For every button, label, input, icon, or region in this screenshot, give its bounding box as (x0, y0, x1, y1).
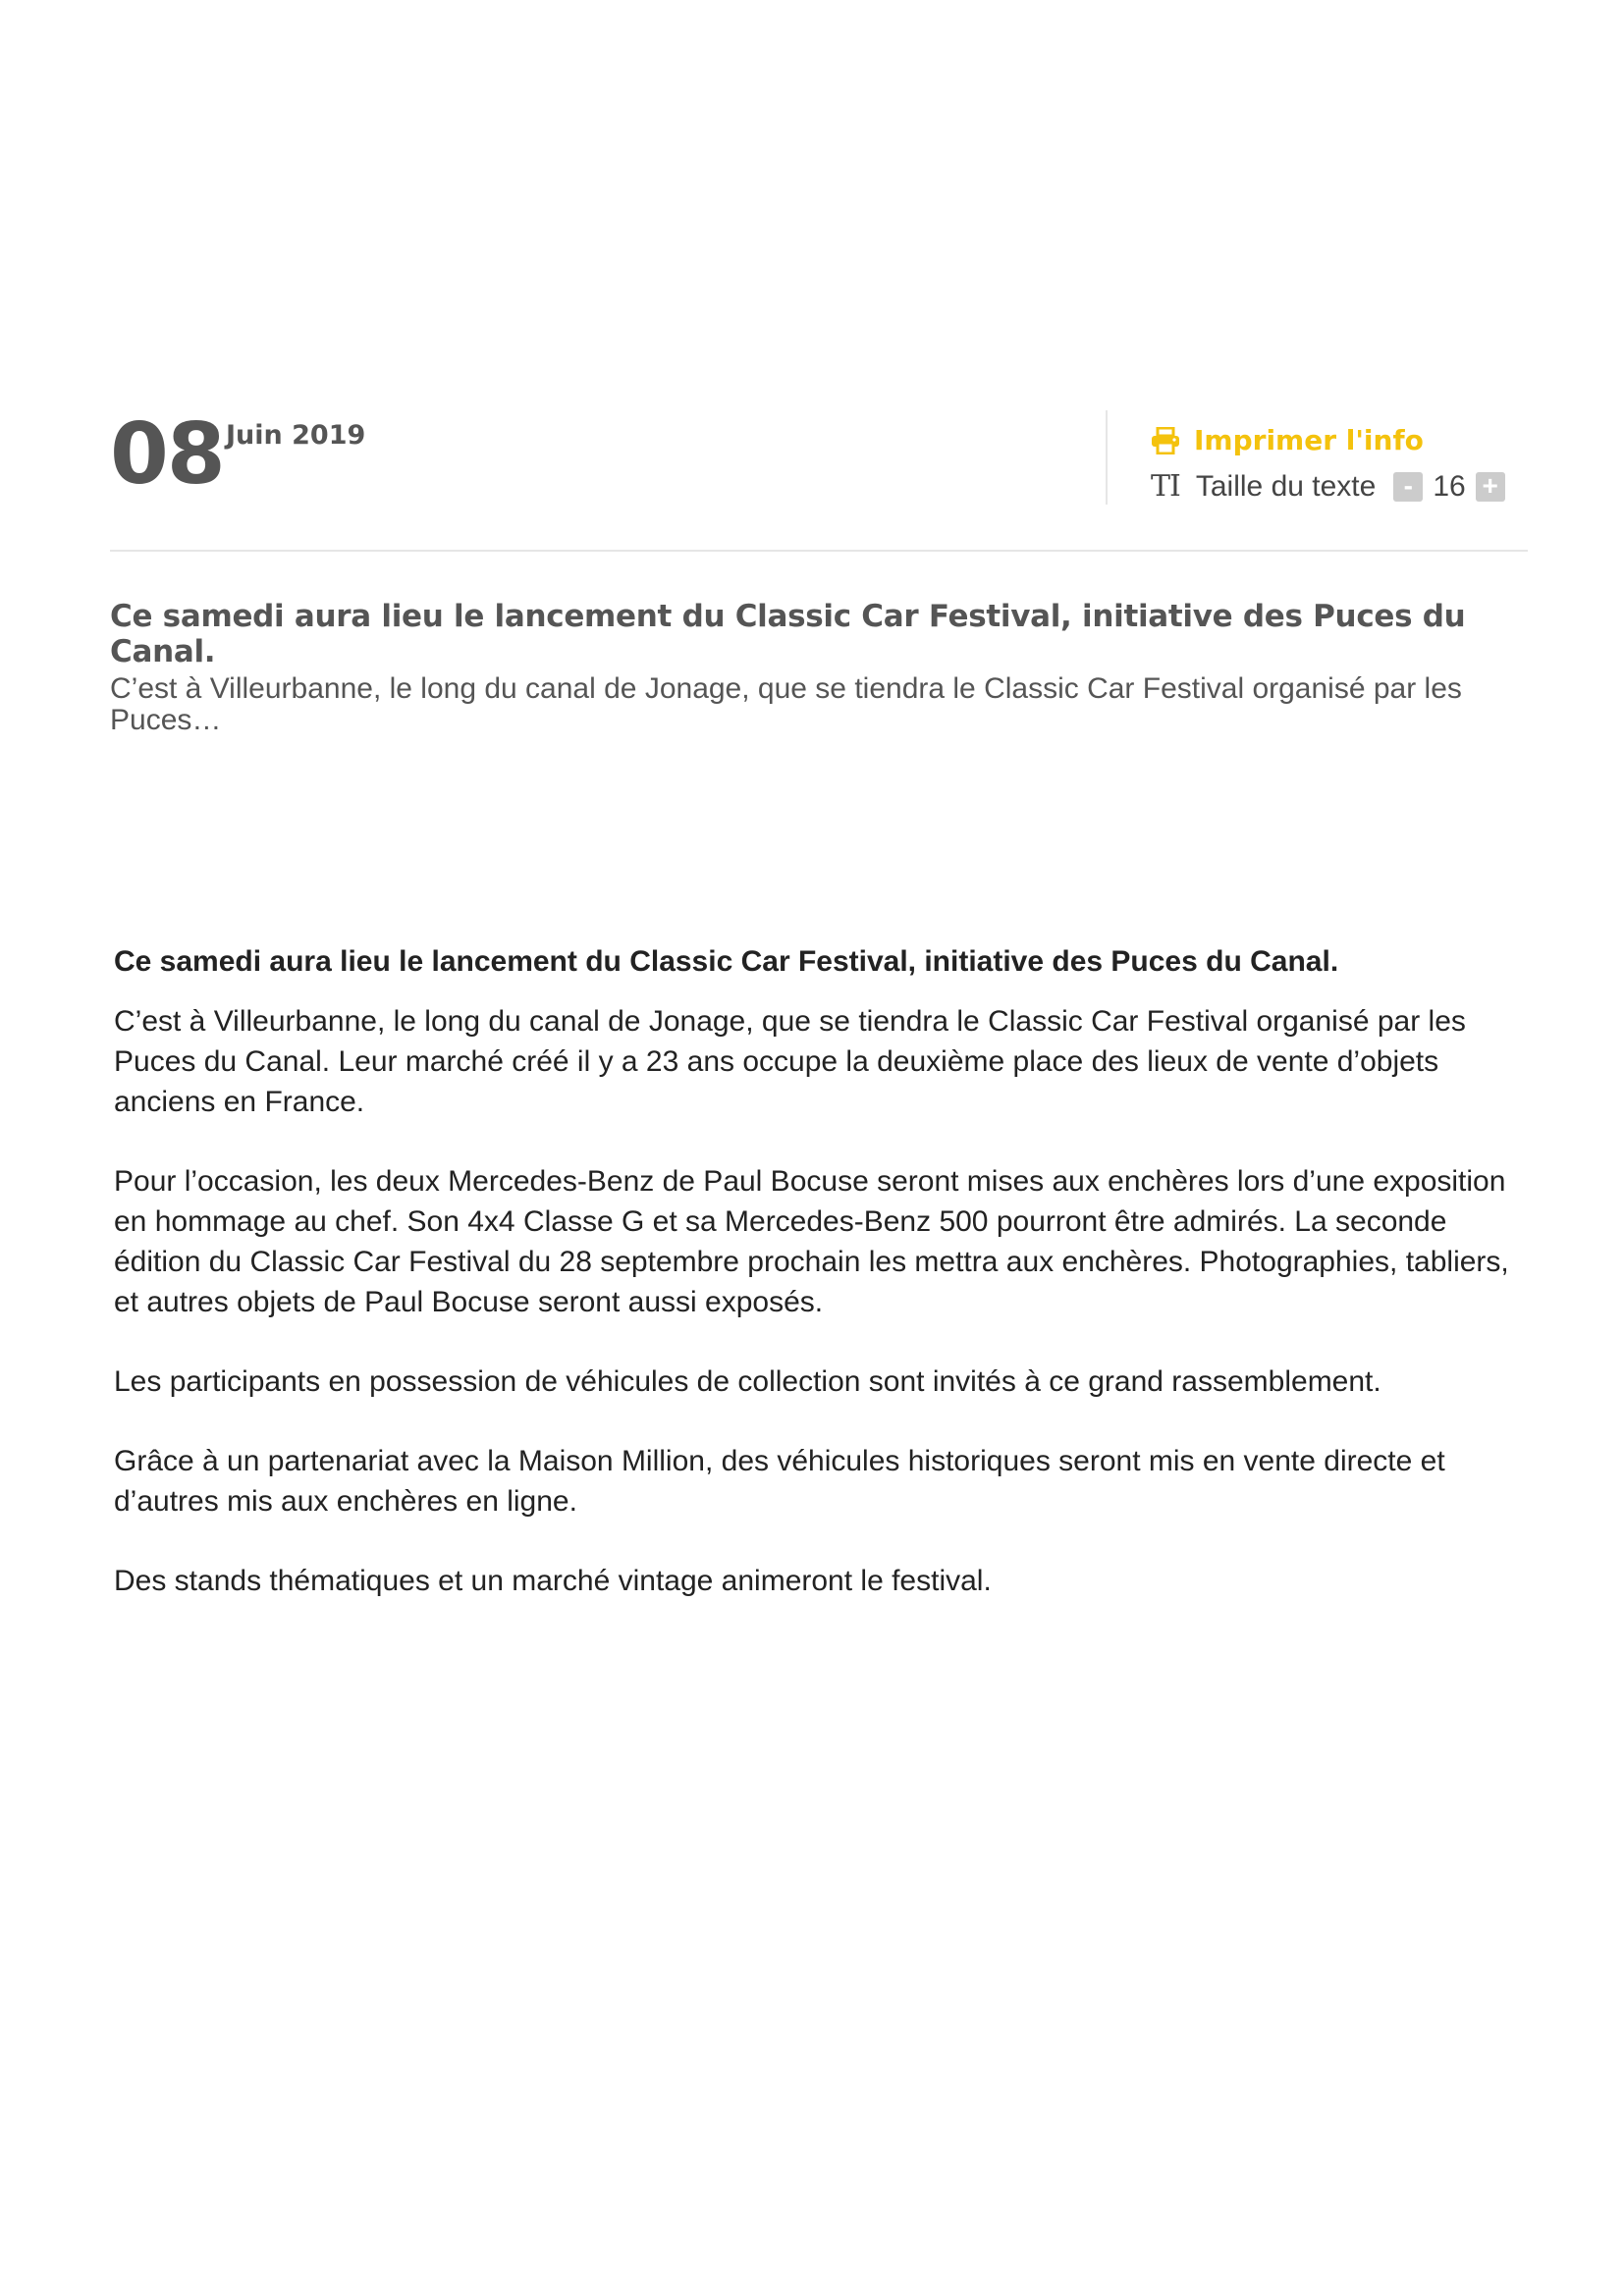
article-title: Ce samedi aura lieu le lancement du Classic Car Festival, initiative des Puces du Canal. (114, 945, 1339, 978)
printer-icon (1151, 427, 1180, 454)
date-day: 08 (110, 405, 224, 504)
text-size-control (1151, 469, 1505, 504)
article-paragraph: Les participants en possession de véhicules de collection sont invités à ce grand rassemblement. (114, 1365, 1381, 1398)
article-body (114, 944, 1528, 1640)
article-header (110, 402, 1528, 550)
text-size-icon: TI (1151, 469, 1180, 504)
summary-text: C’est à Villeurbanne, le long du canal de Jonage, que se tiendra le Classic Car Festival organisé par les Puces… (110, 672, 1462, 736)
article-paragraph: Des stands thématiques et un marché vintage animeront le festival. (114, 1565, 992, 1597)
article-paragraph: Grâce à un partenariat avec la Maison Million, des véhicules historiques seront mis en vente directe et d’autres mis aux enchères en ligne. (114, 1445, 1445, 1518)
text-size-label: Taille du texte (1195, 469, 1377, 503)
summary-title: Ce samedi aura lieu le lancement du Classic Car Festival, initiative des Puces du Canal. (110, 599, 1466, 669)
text-size-value: 16 (1433, 469, 1466, 503)
text-size-increase-button[interactable]: + (1476, 472, 1505, 502)
date-month-year: Juin 2019 (226, 420, 366, 451)
header-divider (110, 550, 1528, 552)
print-label: Imprimer l'info (1194, 424, 1424, 456)
text-size-decrease-button[interactable]: - (1393, 472, 1423, 502)
article-tools (1106, 410, 1530, 505)
article-paragraph: C’est à Villeurbanne, le long du canal de Jonage, que se tiendra le Classic Car Festival organisé par les Puces du Canal. Leur marché créé il y a 23 ans occupe la deuxième place des lieux de vente d’objets anciens en France. (114, 1005, 1466, 1118)
article-paragraph: Pour l’occasion, les deux Mercedes-Benz de Paul Bocuse seront mises aux enchères lors d’une exposition en hommage au chef. Son 4x4 Classe G et sa Mercedes-Benz 500 pourront être admirés. La seconde édition du Classic Car Festival du 28 septembre prochain les mettra aux enchères. Photographies, tabliers, et autres objets de Paul Bocuse seront aussi exposés. (114, 1165, 1509, 1318)
print-link[interactable] (1151, 424, 1424, 456)
